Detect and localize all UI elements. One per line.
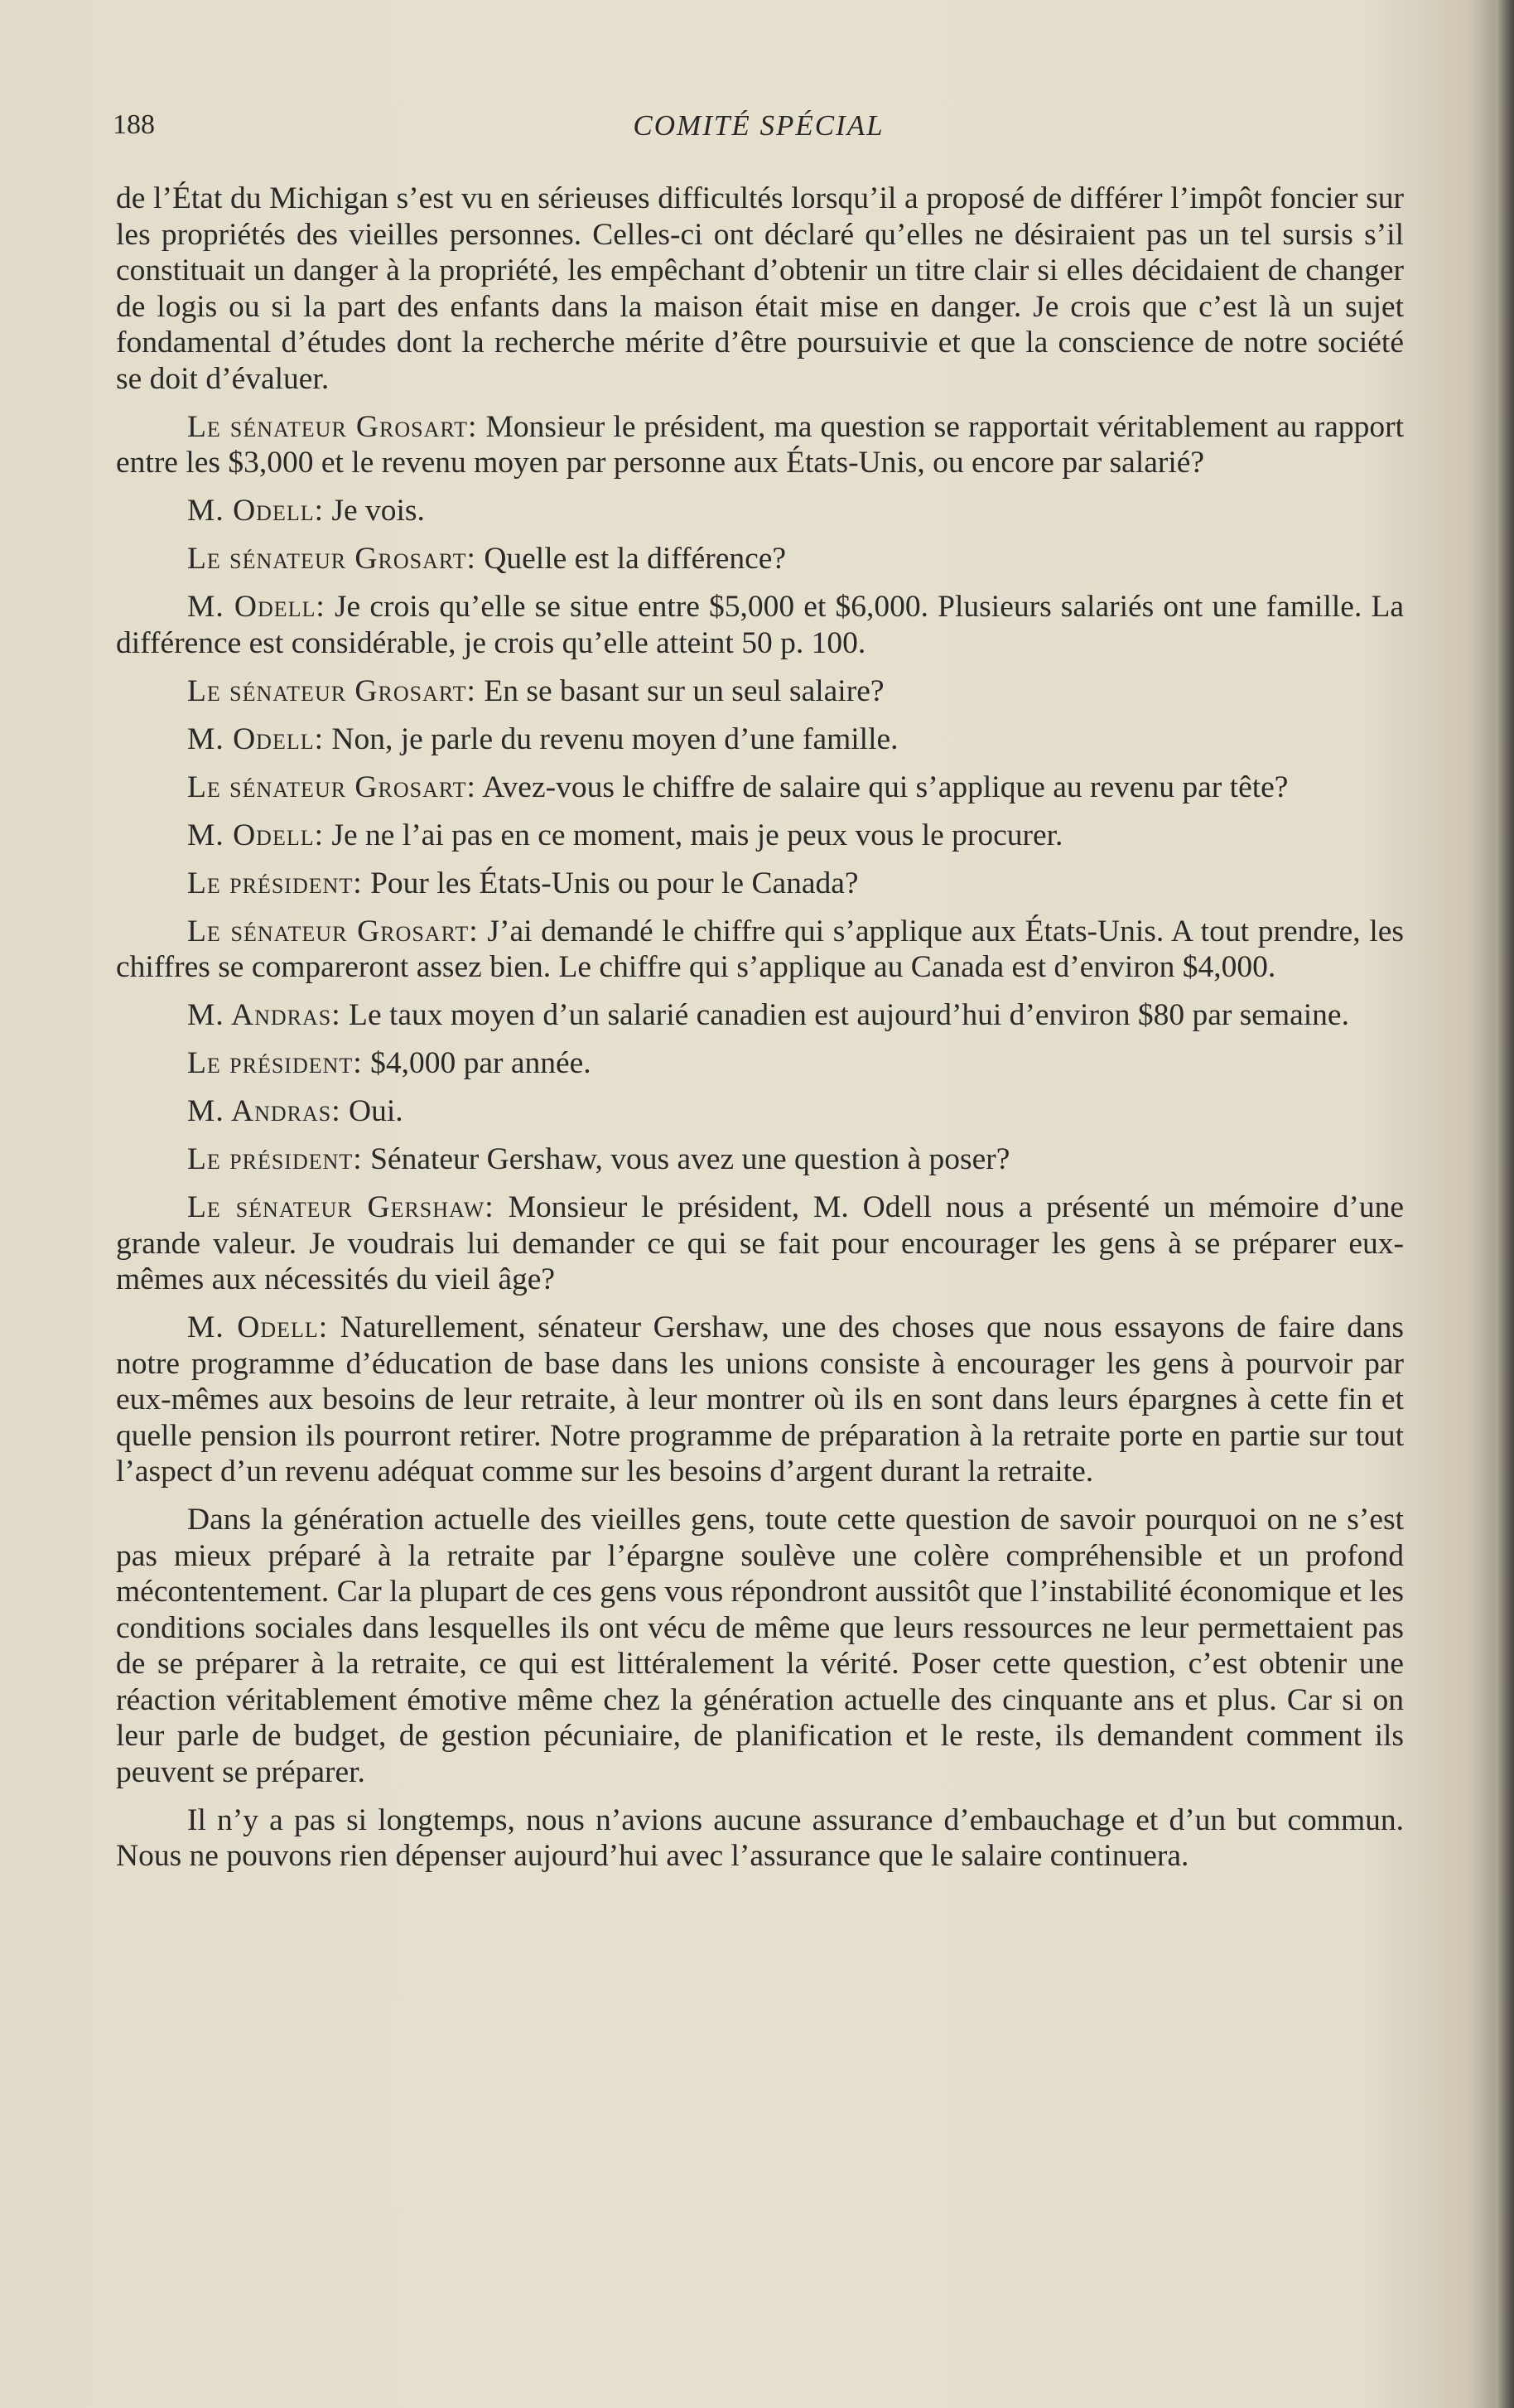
paragraph [116, 914, 1404, 986]
paragraph [116, 818, 1404, 854]
paragraph-text: Il n’y a pas si longtemps, nous n’avions aucune assurance d’embauchage et d’un but commun. Nous ne pouvons rien dépenser aujourd’hui avec l’assurance que le salaire continuera. [116, 1802, 1404, 1873]
paragraph-text: de l’État du Michigan s’est vu en sérieuses difficultés lorsqu’il a proposé de différer l’impôt foncier sur les propriétés des vieilles personnes. Celles-ci ont déclaré qu’elles ne désiraient pas un tel sursis s’il constituait un danger à la propriété, les empêchant d’obtenir un titre clair si elles décidaient de changer de logis ou si la part des enfants dans la maison était mise en danger. Je crois que c’est là un sujet fondamental d’études dont la recherche mérite d’être poursuivie et que la conscience de notre société se doit d’évaluer. [116, 181, 1404, 396]
paragraph [116, 770, 1404, 806]
paragraph [116, 589, 1404, 661]
paragraph-text: Monsieur le président, ma question se rapportait véritablement au rapport entre les $3,000 et le revenu moyen par personne aux États-Unis, ou encore par salarié? [116, 409, 1404, 480]
speaker-name: Le sénateur Grosart: [187, 770, 476, 804]
speaker-name: M. Andras: [187, 998, 341, 1032]
speaker-name: Le président: [187, 1142, 363, 1176]
running-head: COMITÉ SPÉCIAL [633, 109, 885, 142]
paragraph [116, 1190, 1404, 1298]
speaker-name: Le sénateur Grosart: [187, 673, 476, 708]
paragraph [116, 493, 1404, 529]
paragraph [116, 997, 1404, 1034]
speaker-name: M. Andras: [187, 1094, 341, 1128]
paragraph [116, 1093, 1404, 1130]
paragraph-text: Non, je parle du revenu moyen d’une famille. [324, 721, 899, 756]
speaker-name: M. Odell: [187, 1310, 329, 1344]
speaker-name: M. Odell: [187, 818, 325, 852]
paragraph-text: Je vois. [324, 494, 425, 528]
speaker-name: M. Odell: [187, 494, 325, 528]
paragraph-text: Je crois qu’elle se situe entre $5,000 et $6,000. Plusieurs salariés ont une famille. La différence est considérable, je crois qu’elle atteint 50 p. 100. [116, 590, 1405, 660]
page-number: 188 [113, 109, 155, 140]
body-text [116, 181, 1404, 1886]
paragraph [116, 1502, 1404, 1790]
paragraph-text: J’ai demandé le chiffre qui s’applique aux États-Unis. A tout prendre, les chiffres se compareront assez bien. Le chiffre qui s’applique au Canada est d’environ $4,000. [116, 914, 1405, 984]
paragraph [116, 541, 1404, 577]
speaker-name: Le sénateur Grosart: [187, 542, 476, 576]
paragraph [116, 1045, 1404, 1082]
paragraph [116, 181, 1404, 397]
paragraph [116, 866, 1404, 902]
paragraph-text: En se basant sur un seul salaire? [475, 673, 885, 708]
paragraph [116, 409, 1404, 481]
book-spine-shadow [1496, 0, 1514, 2408]
paragraph-text: Je ne l’ai pas en ce moment, mais je peux vous le procurer. [324, 818, 1063, 852]
paragraph-text: Naturellement, sénateur Gershaw, une des choses que nous essayons de faire dans notre programme d’éducation de base dans les unions consiste à encourager les gens à pourvoir par eux-mêmes aux besoins de leur retraite, à leur montrer où ils en sont dans leurs épargnes à cette fin et quelle pension ils pourront retirer. Notre programme de préparation à la retraite porte en partie sur tout l’aspect d’un revenu adéquat comme sur les besoins d’argent durant la retraite. [116, 1310, 1404, 1489]
paragraph-text: Sénateur Gershaw, vous avez une question à poser? [362, 1142, 1010, 1176]
paragraph-text: Dans la génération actuelle des vieilles gens, toute cette question de savoir pourquoi on ne s’est pas mieux préparé à la retraite par l’épargne soulève une colère compréhensible et un profond mécontentement. Car la plupart de ces gens vous répondront aussitôt que l’instabilité économique et les conditions sociales dans lesquelles ils ont vécu de même que leurs ressources ne leur permettaient pas de se préparer à la retraite, ce qui est littéralement la vérité. Poser cette question, c’est obtenir une réaction véritablement émotive même chez la génération actuelle des cinquante ans et plus. Car si on leur parle de budget, de gestion pécuniaire, de planification et le reste, ils demandent comment ils peuvent se préparer. [116, 1503, 1404, 1789]
paragraph-text: $4,000 par année. [362, 1046, 591, 1080]
speaker-name: M. Odell: [187, 590, 325, 624]
speaker-name: Le sénateur Grosart: [187, 914, 479, 948]
speaker-name: Le sénateur Gershaw: [187, 1190, 494, 1224]
paragraph [116, 721, 1404, 758]
paragraph-text: Quelle est la différence? [475, 542, 787, 576]
speaker-name: Le président: [187, 866, 363, 900]
speaker-name: Le président: [187, 1046, 363, 1080]
paragraph-text: Monsieur le président, M. Odell nous a présenté un mémoire d’une grande valeur. Je voudrais lui demander ce qui se fait pour encourager les gens à se préparer eux-mêmes aux nécessités du vieil âge? [116, 1190, 1404, 1296]
page-header [113, 109, 1405, 151]
speaker-name: M. Odell: [187, 721, 325, 756]
paragraph-text: Avez-vous le chiffre de salaire qui s’applique au revenu par tête? [475, 770, 1289, 804]
paragraph-text: Le taux moyen d’un salarié canadien est aujourd’hui d’environ $80 par semaine. [340, 998, 1349, 1032]
paragraph-text: Pour les États-Unis ou pour le Canada? [362, 866, 859, 900]
paragraph-text: Oui. [340, 1094, 403, 1128]
paragraph [116, 1141, 1404, 1178]
paragraph [116, 673, 1404, 710]
paragraph [116, 1802, 1404, 1875]
speaker-name: Le sénateur Grosart: [187, 409, 478, 444]
paragraph [116, 1310, 1404, 1490]
